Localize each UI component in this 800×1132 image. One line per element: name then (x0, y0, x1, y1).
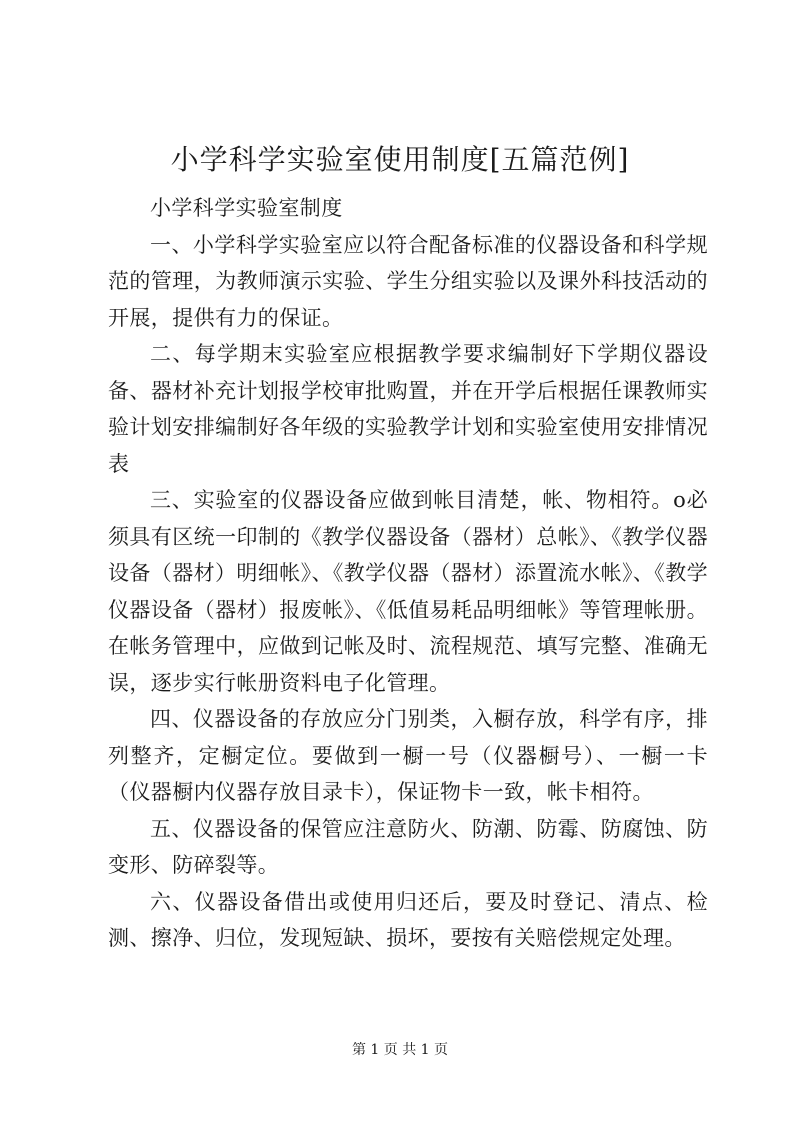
paragraph-item-6: 六、仪器设备借出或使用归还后，要及时登记、清点、检测、擦净、归位，发现短缺、损坏，要按有关赔偿规定处理。 (108, 889, 708, 950)
paragraph-item-2: 二、每学期末实验室应根据教学要求编制好下学期仪器设备、器材补充计划报学校审批购置，并在开学后根据任课教师实验计划安排编制好各年级的实验教学计划和实验室使用安排情况表 (108, 342, 708, 476)
paragraph-item-5: 五、仪器设备的保管应注意防火、防潮、防霉、防腐蚀、防变形、防碎裂等。 (108, 816, 708, 877)
document-title: 小学科学实验室使用制度[五篇范例] (170, 143, 630, 176)
paragraph-item-1: 一、小学科学实验室应以符合配备标准的仪器设备和科学规范的管理，为教师演示实验、学生分组实验以及课外科技活动的开展，提供有力的保证。 (108, 232, 708, 330)
document-body (108, 190, 708, 957)
paragraph-subtitle: 小学科学实验室制度 (150, 196, 343, 220)
paragraph-item-3: 三、实验室的仪器设备应做到帐目清楚，帐、物相符。o必须具有区统一印制的《教学仪器设备（器材）总帐》、《教学仪器设备（器材）明细帐》、《教学仪器（器材）添置流水帐》、《教学仪器设备（器材）报废帐》、《低值易耗品明细帐》等管理帐册。在帐务管理中，应做到记帐及时、流程规范、填写完整、准确无误，逐步实行帐册资料电子化管理。 (108, 488, 708, 695)
paragraph-item-4: 四、仪器设备的存放应分门别类，入橱存放，科学有序，排列整齐，定橱定位。要做到一橱一号（仪器橱号）、一橱一卡（仪器橱内仪器存放目录卡），保证物卡一致，帐卡相符。 (108, 707, 708, 804)
page-footer: 第 1 页 共 1 页 (351, 1042, 449, 1058)
